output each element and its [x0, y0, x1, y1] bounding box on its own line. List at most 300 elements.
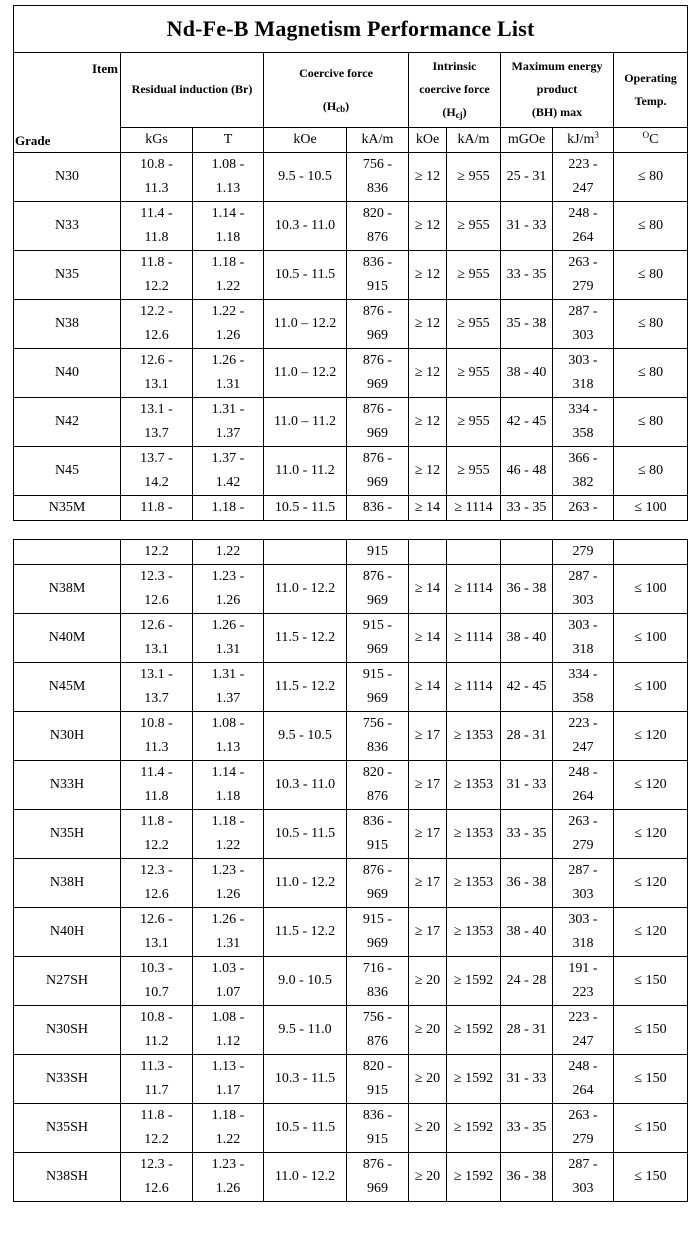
- hcj-kam-cell-empty: [447, 540, 501, 565]
- kj-max: 382: [572, 475, 594, 490]
- table-row: [14, 153, 688, 202]
- kam-min: 820 -: [362, 765, 393, 780]
- kgs-min: 10.8 -: [140, 157, 173, 172]
- hcj-kam-cell: ≥ 1353: [447, 712, 501, 761]
- temp-header: [614, 53, 688, 128]
- kgs-cell: [121, 1104, 193, 1153]
- kj-cell: [553, 957, 614, 1006]
- kam-min: 716 -: [362, 961, 393, 976]
- hcj-koe-cell: ≥ 20: [409, 1055, 447, 1104]
- table-row: [14, 251, 688, 300]
- hcb-header: [264, 53, 409, 128]
- hcb-koe-cell: 11.0 - 12.2: [264, 1153, 347, 1202]
- kgs-max: 12.2: [144, 279, 169, 294]
- hcb-koe-cell: 10.3 - 11.0: [264, 202, 347, 251]
- kam-min: 820 -: [362, 206, 393, 221]
- br-header: [121, 53, 264, 128]
- t-min: 1.13 -: [211, 1059, 245, 1074]
- kam-min: 876 -: [362, 353, 393, 368]
- mgoe-cell: 24 - 28: [501, 957, 553, 1006]
- t-cell: [193, 300, 264, 349]
- unit-kjm3: [553, 127, 614, 152]
- kj-max: 358: [572, 691, 594, 706]
- table-row: [14, 1104, 688, 1153]
- kj-min: 287 -: [568, 304, 598, 319]
- kam-min: 820 -: [362, 1059, 393, 1074]
- hcb-kam-cell: [347, 565, 409, 614]
- kam-max: 876: [367, 230, 388, 245]
- t-cell: [193, 663, 264, 712]
- kgs-max: 12.2: [144, 1132, 169, 1147]
- kgs-cell: [121, 565, 193, 614]
- kj-min: 263 -: [568, 255, 598, 270]
- hcj-label-2: coercive force: [419, 82, 490, 97]
- kam-max: 969: [367, 887, 388, 902]
- t-min: 1.26 -: [211, 353, 245, 368]
- temp-cell: ≤ 80: [614, 300, 688, 349]
- kam-max: 969: [367, 328, 388, 343]
- temp-cell: ≤ 120: [614, 712, 688, 761]
- unit-mgoe: mGOe: [501, 127, 553, 152]
- unit-t: T: [193, 127, 264, 152]
- hcj-kam-cell: ≥ 955: [447, 300, 501, 349]
- grade-cell: N38H: [14, 859, 121, 908]
- kgs-min: 12.2 -: [140, 304, 173, 319]
- hcb-koe-cell: 11.0 – 11.2: [264, 398, 347, 447]
- kgs-cell: [121, 957, 193, 1006]
- kam-min: 756 -: [362, 1010, 393, 1025]
- kgs-cell: [121, 908, 193, 957]
- kgs-cell: 11.8 -: [121, 496, 193, 521]
- unit-koe-hcb: kOe: [264, 127, 347, 152]
- kj-cell: [553, 761, 614, 810]
- hcj-kam-cell: ≥ 1353: [447, 810, 501, 859]
- t-cell: 1.18 -: [193, 496, 264, 521]
- table-row: [14, 908, 688, 957]
- hcb-kam-cell: [347, 398, 409, 447]
- kgs-cell: [121, 447, 193, 496]
- hcb-kam-cell: [347, 908, 409, 957]
- hcj-kam-cell: ≥ 955: [447, 202, 501, 251]
- hcj-koe-cell: ≥ 12: [409, 251, 447, 300]
- hcj-koe-cell: ≥ 12: [409, 447, 447, 496]
- kam-min: 915 -: [362, 618, 393, 633]
- table-row: [14, 300, 688, 349]
- kgs-min: 13.1 -: [140, 667, 173, 682]
- hcb-koe-cell: 9.5 - 11.0: [264, 1006, 347, 1055]
- kgs-max: 12.6: [144, 328, 169, 343]
- hcj-kam-cell: ≥ 1592: [447, 1006, 501, 1055]
- kj-min: 287 -: [568, 863, 598, 878]
- kgs-max: 13.7: [144, 426, 169, 441]
- kam-min: 756 -: [362, 157, 393, 172]
- kj-cell: 279: [553, 540, 614, 565]
- kgs-max: 10.7: [144, 985, 169, 1000]
- hcb-kam-cell: [347, 349, 409, 398]
- kj-min: 263 -: [568, 1108, 598, 1123]
- kgs-cell: [121, 1153, 193, 1202]
- kam-max: 969: [367, 642, 388, 657]
- grade-cell: N35H: [14, 810, 121, 859]
- kj-cell: 263 -: [553, 496, 614, 521]
- hcb-koe-cell: 10.3 - 11.0: [264, 761, 347, 810]
- kgs-max: 11.8: [144, 230, 169, 245]
- table-row-continued: [14, 540, 688, 565]
- mgoe-cell: 31 - 33: [501, 761, 553, 810]
- bh-header: [501, 53, 614, 128]
- hcb-kam-cell: [347, 1006, 409, 1055]
- kj-cell: [553, 1055, 614, 1104]
- unit-degc-text: C: [649, 131, 659, 147]
- temp-cell: ≤ 80: [614, 153, 688, 202]
- kgs-min: 12.6 -: [140, 353, 173, 368]
- t-cell: [193, 614, 264, 663]
- t-max: 1.37: [215, 691, 241, 706]
- kam-max: 969: [367, 475, 388, 490]
- kj-cell: [553, 349, 614, 398]
- hcj-koe-cell: ≥ 17: [409, 810, 447, 859]
- kj-max: 303: [572, 1181, 594, 1196]
- t-min: 1.03 -: [211, 961, 245, 976]
- kgs-cell: [121, 712, 193, 761]
- t-max: 1.26: [215, 328, 241, 343]
- hcj-sub: cj: [455, 110, 463, 121]
- hcj-koe-cell: ≥ 14: [409, 565, 447, 614]
- hcb-koe-cell: 11.0 – 12.2: [264, 300, 347, 349]
- kam-min: 876 -: [362, 402, 393, 417]
- hcj-kam-cell: ≥ 1353: [447, 859, 501, 908]
- mgoe-cell: 33 - 35: [501, 810, 553, 859]
- kj-max: 264: [572, 789, 594, 804]
- kj-max: 264: [572, 1083, 594, 1098]
- hcb-label: Coercive force: [299, 65, 373, 80]
- kam-min: 876 -: [362, 569, 393, 584]
- t-cell: [193, 957, 264, 1006]
- hcj-header: [409, 53, 501, 128]
- table-row: [14, 761, 688, 810]
- mgoe-cell: 38 - 40: [501, 908, 553, 957]
- t-max: 1.22: [215, 838, 241, 853]
- hcj-koe-cell: ≥ 14: [409, 614, 447, 663]
- hcb-kam-cell: [347, 202, 409, 251]
- temp-cell: ≤ 150: [614, 1055, 688, 1104]
- mgoe-cell: 33 - 35: [501, 1104, 553, 1153]
- hcj-kam-cell: ≥ 1114: [447, 614, 501, 663]
- t-min: 1.26 -: [211, 912, 245, 927]
- kj-cell: [553, 447, 614, 496]
- kgs-max: 11.3: [144, 740, 169, 755]
- kgs-cell: [121, 300, 193, 349]
- t-min: 1.14 -: [211, 765, 245, 780]
- t-max: 1.37: [215, 426, 241, 441]
- kgs-max: 13.1: [144, 377, 169, 392]
- kam-max: 915: [367, 1132, 388, 1147]
- hcj-koe-cell: ≥ 12: [409, 398, 447, 447]
- t-max: 1.22: [215, 279, 241, 294]
- grade-cell: N38SH: [14, 1153, 121, 1202]
- mgoe-cell: 28 - 31: [501, 1006, 553, 1055]
- temp-cell: ≤ 100: [614, 496, 688, 521]
- t-min: 1.08 -: [211, 716, 245, 731]
- kgs-min: 11.8 -: [140, 255, 173, 270]
- hcj-koe-cell: ≥ 17: [409, 712, 447, 761]
- grade-cell: N27SH: [14, 957, 121, 1006]
- kam-min: 836 -: [362, 255, 393, 270]
- hcb-koe-cell: 10.5 - 11.5: [264, 810, 347, 859]
- bh-label-3: (BH) max: [531, 105, 583, 120]
- table-row: [14, 447, 688, 496]
- kgs-min: 11.4 -: [140, 765, 173, 780]
- kj-cell: [553, 712, 614, 761]
- kgs-cell: [121, 349, 193, 398]
- mgoe-cell: 25 - 31: [501, 153, 553, 202]
- kgs-max: 11.3: [144, 181, 169, 196]
- t-cell: [193, 202, 264, 251]
- hcb-koe-cell: 11.5 - 12.2: [264, 614, 347, 663]
- kj-cell: [553, 565, 614, 614]
- t-min: 1.37 -: [211, 451, 245, 466]
- kgs-min: 12.3 -: [140, 863, 173, 878]
- unit-degc-sup: O: [642, 129, 650, 140]
- temp-label-1: Operating: [624, 70, 677, 85]
- table-row: [14, 202, 688, 251]
- kam-min: 836 -: [362, 814, 393, 829]
- hcj-koe-cell: ≥ 17: [409, 761, 447, 810]
- t-cell: [193, 712, 264, 761]
- kgs-min: 13.7 -: [140, 451, 173, 466]
- hcj-kam-cell: ≥ 955: [447, 447, 501, 496]
- kgs-max: 13.1: [144, 936, 169, 951]
- kam-max: 876: [367, 789, 388, 804]
- t-max: 1.31: [215, 377, 241, 392]
- hcj-kam-cell: ≥ 1114: [447, 565, 501, 614]
- mgoe-cell: 33 - 35: [501, 496, 553, 521]
- mgoe-cell: 33 - 35: [501, 251, 553, 300]
- kj-min: 287 -: [568, 1157, 598, 1172]
- hcj-koe-cell: ≥ 20: [409, 1006, 447, 1055]
- hcj-kam-cell: ≥ 1592: [447, 1055, 501, 1104]
- t-max: 1.42: [215, 475, 241, 490]
- kgs-cell: [121, 810, 193, 859]
- bh-label-1: Maximum energy: [511, 59, 603, 74]
- hcb-kam-cell: [347, 614, 409, 663]
- kj-cell: [553, 251, 614, 300]
- hcb-koe-cell: 11.5 - 12.2: [264, 908, 347, 957]
- performance-table-part-1: [13, 5, 688, 521]
- table-title: Nd-Fe-B Magnetism Performance List: [14, 6, 688, 53]
- kgs-max: 14.2: [144, 475, 169, 490]
- temp-cell: ≤ 100: [614, 663, 688, 712]
- kgs-cell: [121, 663, 193, 712]
- kj-min: 334 -: [568, 667, 598, 682]
- hcb-kam-cell: [347, 447, 409, 496]
- kam-min: 876 -: [362, 451, 393, 466]
- hcj-koe-cell: ≥ 12: [409, 300, 447, 349]
- hcj-close: ): [462, 105, 467, 120]
- kj-cell: [553, 1006, 614, 1055]
- grade-cell: N33H: [14, 761, 121, 810]
- kam-min: 876 -: [362, 304, 393, 319]
- hcj-kam-cell: ≥ 1353: [447, 908, 501, 957]
- grade-cell: N40M: [14, 614, 121, 663]
- kam-max: 876: [367, 1034, 388, 1049]
- hcj-symbol: (H: [442, 105, 456, 120]
- t-min: 1.18 -: [211, 1108, 245, 1123]
- table-row: [14, 1055, 688, 1104]
- t-max: 1.12: [215, 1034, 241, 1049]
- hcj-koe-cell: ≥ 20: [409, 1153, 447, 1202]
- hcj-koe-cell: ≥ 20: [409, 1104, 447, 1153]
- t-min: 1.08 -: [211, 1010, 245, 1025]
- kj-max: 279: [572, 279, 594, 294]
- temp-cell-empty: [614, 540, 688, 565]
- kj-max: 247: [572, 181, 594, 196]
- table-row: [14, 614, 688, 663]
- table-row: [14, 957, 688, 1006]
- hcj-kam-cell: ≥ 955: [447, 398, 501, 447]
- kam-min: 915 -: [362, 667, 393, 682]
- hcb-kam-cell: [347, 712, 409, 761]
- hcb-kam-cell: [347, 663, 409, 712]
- hcj-kam-cell: ≥ 1114: [447, 663, 501, 712]
- hcb-kam-cell: [347, 1153, 409, 1202]
- kj-min: 248 -: [568, 1059, 598, 1074]
- grade-cell: N45: [14, 447, 121, 496]
- t-max: 1.31: [215, 642, 241, 657]
- hcb-kam-cell: [347, 1104, 409, 1153]
- temp-cell: ≤ 120: [614, 810, 688, 859]
- grade-cell: N42: [14, 398, 121, 447]
- mgoe-cell: 35 - 38: [501, 300, 553, 349]
- kj-max: 318: [572, 936, 594, 951]
- temp-cell: ≤ 80: [614, 251, 688, 300]
- t-min: 1.23 -: [211, 569, 245, 584]
- temp-cell: ≤ 100: [614, 614, 688, 663]
- hcj-koe-cell: ≥ 12: [409, 349, 447, 398]
- grade-cell: N40H: [14, 908, 121, 957]
- hcb-kam-cell: [347, 300, 409, 349]
- grade-cell: N30SH: [14, 1006, 121, 1055]
- hcb-kam-cell: 836 -: [347, 496, 409, 521]
- kj-min: 191 -: [568, 961, 598, 976]
- kam-max: 915: [367, 838, 388, 853]
- kam-max: 969: [367, 377, 388, 392]
- performance-table-part-2: [13, 539, 688, 1202]
- kgs-min: 11.8 -: [140, 1108, 173, 1123]
- kgs-cell: [121, 614, 193, 663]
- table-row: [14, 1006, 688, 1055]
- kam-max: 915: [367, 279, 388, 294]
- hcj-kam-cell: ≥ 955: [447, 153, 501, 202]
- kj-max: 303: [572, 887, 594, 902]
- t-min: 1.23 -: [211, 1157, 245, 1172]
- t-cell: [193, 1006, 264, 1055]
- temp-cell: ≤ 120: [614, 761, 688, 810]
- temp-cell: ≤ 150: [614, 1104, 688, 1153]
- br-label: Residual induction (Br): [131, 82, 253, 97]
- mgoe-cell: 38 - 40: [501, 614, 553, 663]
- hcj-kam-cell: ≥ 955: [447, 251, 501, 300]
- t-cell: [193, 859, 264, 908]
- unit-kgs: kGs: [121, 127, 193, 152]
- t-min: 1.18 -: [211, 255, 245, 270]
- kj-max: 358: [572, 426, 594, 441]
- temp-cell: ≤ 80: [614, 202, 688, 251]
- table-row: [14, 565, 688, 614]
- kgs-cell: [121, 153, 193, 202]
- kj-min: 248 -: [568, 206, 598, 221]
- hcb-koe-cell: 11.0 - 11.2: [264, 447, 347, 496]
- grade-cell: N38: [14, 300, 121, 349]
- t-max: 1.13: [215, 740, 241, 755]
- hcb-koe-cell: 11.0 - 12.2: [264, 565, 347, 614]
- t-min: 1.31 -: [211, 667, 245, 682]
- temp-cell: ≤ 80: [614, 398, 688, 447]
- kj-cell: [553, 859, 614, 908]
- mgoe-cell: 31 - 33: [501, 1055, 553, 1104]
- hcj-koe-cell: ≥ 17: [409, 859, 447, 908]
- kgs-max: 12.6: [144, 1181, 169, 1196]
- hcb-koe-cell: 9.0 - 10.5: [264, 957, 347, 1006]
- kj-min: 303 -: [568, 912, 598, 927]
- kj-min: 303 -: [568, 353, 598, 368]
- kam-max: 836: [367, 181, 388, 196]
- unit-kjm3-text: kJ/m: [567, 131, 595, 147]
- hcb-koe-cell: 10.5 - 11.5: [264, 1104, 347, 1153]
- kgs-min: 11.8 -: [140, 814, 173, 829]
- hcb-close: ): [345, 98, 350, 113]
- t-max: 1.17: [215, 1083, 241, 1098]
- hcb-kam-cell: [347, 153, 409, 202]
- kgs-max: 12.2: [144, 838, 169, 853]
- t-max: 1.26: [215, 887, 241, 902]
- mgoe-cell: 38 - 40: [501, 349, 553, 398]
- t-cell: [193, 761, 264, 810]
- hcj-kam-cell: ≥ 1353: [447, 761, 501, 810]
- kgs-max: 12.6: [144, 593, 169, 608]
- mgoe-cell: 36 - 38: [501, 1153, 553, 1202]
- kj-cell: [553, 908, 614, 957]
- hcb-koe-cell: 10.3 - 11.5: [264, 1055, 347, 1104]
- hcb-koe-cell: 11.0 - 12.2: [264, 859, 347, 908]
- kj-min: 334 -: [568, 402, 598, 417]
- mgoe-cell: 46 - 48: [501, 447, 553, 496]
- kj-cell: [553, 398, 614, 447]
- kam-max: 915: [367, 1083, 388, 1098]
- kj-max: 247: [572, 740, 594, 755]
- kj-cell: [553, 202, 614, 251]
- t-min: 1.26 -: [211, 618, 245, 633]
- kj-min: 223 -: [568, 1010, 598, 1025]
- mgoe-cell: 36 - 38: [501, 859, 553, 908]
- hcj-koe-cell-empty: [409, 540, 447, 565]
- mgoe-cell: 42 - 45: [501, 663, 553, 712]
- hcj-kam-cell: ≥ 1114: [447, 496, 501, 521]
- hcj-koe-cell: ≥ 12: [409, 153, 447, 202]
- temp-cell: ≤ 80: [614, 349, 688, 398]
- grade-cell: N33SH: [14, 1055, 121, 1104]
- kj-min: 248 -: [568, 765, 598, 780]
- kj-min: 223 -: [568, 716, 598, 731]
- hcb-kam-cell: 915: [347, 540, 409, 565]
- kj-min: 223 -: [568, 157, 598, 172]
- kgs-min: 10.8 -: [140, 1010, 173, 1025]
- kj-cell: [553, 153, 614, 202]
- bh-label-2: product: [536, 82, 578, 97]
- kam-max: 969: [367, 1181, 388, 1196]
- item-label: Item: [92, 61, 118, 76]
- hcb-koe-cell: 9.5 - 10.5: [264, 153, 347, 202]
